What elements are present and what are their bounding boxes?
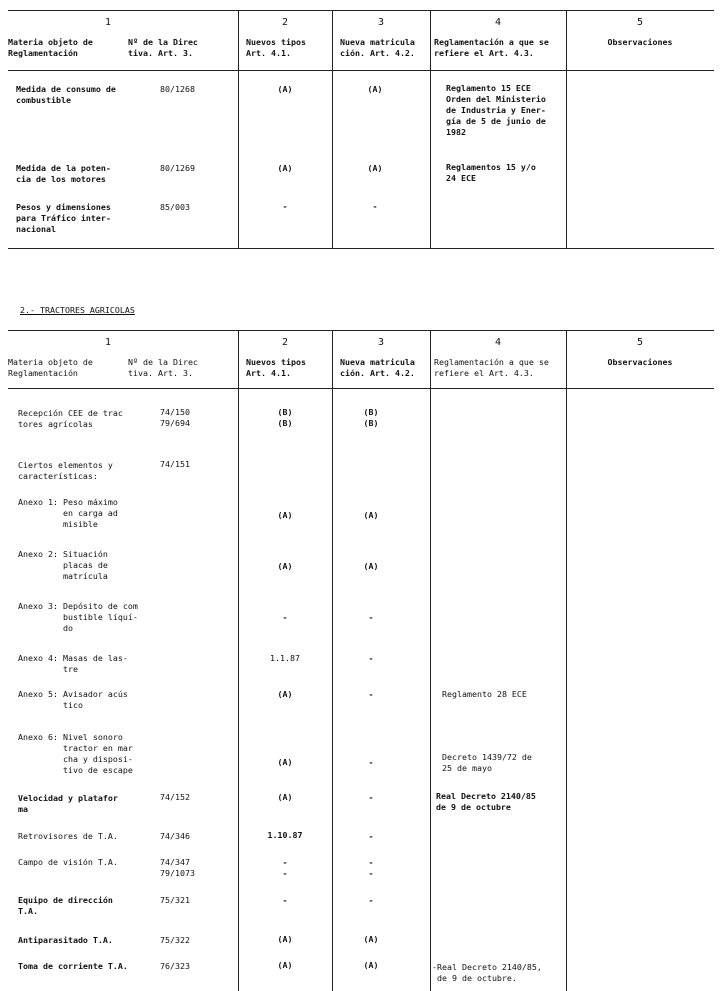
cell-materia: Anexo 1: Peso máximo en carga ad misible bbox=[18, 497, 118, 529]
cell-reglamentacion: Decreto 1439/72 de 25 de mayo bbox=[442, 752, 532, 773]
cell-nuevos: (A) bbox=[277, 510, 293, 520]
cell-materia: Velocidad y platafor ma bbox=[18, 793, 118, 814]
header-nuevos-tipos: Nuevos tipos Art. 4.1. bbox=[246, 37, 306, 58]
table-1-header-rule bbox=[8, 70, 714, 71]
cell-materia: Recepción CEE de trac tores agrícolas bbox=[18, 408, 123, 429]
cell-directiva: 75/321 bbox=[160, 895, 190, 905]
cell-materia: Medida de consumo de combustible bbox=[16, 84, 116, 105]
cell-directiva: 85/003 bbox=[160, 202, 190, 212]
table-1-top-rule bbox=[8, 10, 714, 11]
cell-matricula: - bbox=[368, 895, 374, 905]
cell-reglamentacion: -Real Decreto 2140/85, de 9 de octubre. bbox=[432, 962, 542, 983]
cell-materia: Toma de corriente T.A. bbox=[18, 961, 128, 971]
header-observaciones: Observaciones bbox=[607, 357, 673, 367]
cell-matricula: - bbox=[368, 792, 374, 802]
cell-nuevos: - bbox=[282, 612, 288, 622]
col-number: 3 bbox=[377, 337, 385, 348]
cell-nuevos: (A) bbox=[277, 561, 293, 571]
cell-materia: Anexo 3: Depósito de com bustible líquí- do bbox=[18, 601, 138, 633]
cell-matricula: (A) bbox=[367, 163, 383, 173]
cell-matricula: - bbox=[368, 757, 374, 767]
cell-matricula: (A) bbox=[363, 960, 379, 970]
cell-materia: Anexo 4: Masas de las- tre bbox=[18, 653, 128, 674]
cell-reglamentacion: Real Decreto 2140/85 de 9 de octubre bbox=[436, 791, 536, 812]
cell-matricula: - bbox=[368, 689, 374, 699]
table-2-top-rule bbox=[8, 330, 714, 331]
header-reglamentacion: Reglamentación a que se refiere el Art. 4.3. bbox=[434, 357, 549, 378]
col-number: 5 bbox=[636, 17, 644, 28]
table-2-header-rule bbox=[8, 388, 714, 389]
cell-nuevos: (A) bbox=[277, 84, 293, 94]
cell-matricula: (A) bbox=[363, 510, 379, 520]
table-2-col-divider bbox=[566, 330, 567, 991]
header-materia: Materia objeto de Reglamentación bbox=[8, 357, 93, 378]
col-number: 4 bbox=[494, 337, 502, 348]
header-nueva-matricula: Nueva matricula ción. Art. 4.2. bbox=[340, 357, 415, 378]
cell-materia: Pesos y dimensiones para Tráfico inter- nacional bbox=[16, 202, 111, 234]
cell-matricula: - - bbox=[368, 857, 374, 878]
cell-matricula: - bbox=[368, 612, 374, 622]
cell-nuevos: (A) bbox=[277, 934, 293, 944]
header-reglamentacion: Reglamentación a que se refiere el Art. 4.3. bbox=[434, 37, 549, 58]
cell-reglamentacion: Reglamento 28 ECE bbox=[442, 689, 527, 699]
cell-directiva: 74/152 bbox=[160, 792, 190, 802]
table-1-col-divider bbox=[238, 10, 239, 248]
cell-matricula: (A) bbox=[363, 561, 379, 571]
cell-materia: Anexo 6: Nivel sonoro tractor en mar cha y disposi- tivo de escape bbox=[18, 732, 133, 775]
table-2-col-divider bbox=[430, 330, 431, 991]
header-nuevos-tipos: Nuevos tipos Art. 4.1. bbox=[246, 357, 306, 378]
cell-directiva: 80/1268 bbox=[160, 84, 195, 94]
cell-nuevos: 1.10.87 bbox=[267, 830, 303, 840]
cell-directiva: 74/347 79/1073 bbox=[160, 857, 195, 878]
cell-nuevos: (A) bbox=[277, 757, 293, 767]
cell-materia: Retrovisores de T.A. bbox=[18, 831, 118, 841]
cell-nuevos: (A) bbox=[277, 163, 293, 173]
cell-materia: Medida de la poten- cia de los motores bbox=[16, 163, 111, 184]
col-number: 3 bbox=[377, 17, 385, 28]
cell-materia: Antiparasitado T.A. bbox=[18, 935, 113, 945]
col-number: 1 bbox=[104, 337, 112, 348]
col-number: 5 bbox=[636, 337, 644, 348]
cell-materia: Equipo de dirección T.A. bbox=[18, 895, 113, 916]
col-number: 2 bbox=[281, 337, 289, 348]
cell-directiva: 74/151 bbox=[160, 459, 190, 469]
cell-matricula: (B) (B) bbox=[363, 407, 379, 428]
cell-materia: Campo de visión T.A. bbox=[18, 857, 118, 867]
header-directiva: Nº de la Direc tiva. Art. 3. bbox=[128, 37, 198, 58]
cell-reglamentacion: Reglamento 15 ECE Orden del Ministerio de Industria y Ener- gía de 5 de junio de 1982 bbox=[446, 83, 546, 137]
cell-nuevos: - bbox=[282, 201, 288, 211]
cell-materia: Anexo 2: Situación placas de matrícula bbox=[18, 549, 108, 581]
cell-nuevos: (A) bbox=[277, 960, 293, 970]
cell-reglamentacion: Reglamentos 15 y/o 24 ECE bbox=[446, 162, 536, 183]
table-1-col-divider bbox=[430, 10, 431, 248]
col-number: 2 bbox=[281, 17, 289, 28]
cell-directiva: 75/322 bbox=[160, 935, 190, 945]
cell-directiva: 80/1269 bbox=[160, 163, 195, 173]
cell-materia: Ciertos elementos y características: bbox=[18, 460, 113, 481]
table-1-col-divider bbox=[332, 10, 333, 248]
header-nueva-matricula: Nueva matricula ción. Art. 4.2. bbox=[340, 37, 415, 58]
cell-nuevos: - bbox=[282, 895, 288, 905]
section-title: 2.- TRACTORES AGRICOLAS bbox=[20, 305, 135, 315]
cell-nuevos: - - bbox=[282, 857, 288, 878]
cell-directiva: 74/150 79/694 bbox=[160, 407, 190, 428]
cell-matricula: - bbox=[368, 831, 374, 841]
col-number: 1 bbox=[104, 17, 112, 28]
cell-nuevos: (B) (B) bbox=[277, 407, 293, 428]
header-directiva: Nº de la Direc tiva. Art. 3. bbox=[128, 357, 198, 378]
cell-nuevos: (A) bbox=[277, 689, 293, 699]
header-materia: Materia objeto de Reglamentación bbox=[8, 37, 93, 58]
cell-matricula: - bbox=[372, 201, 378, 211]
cell-nuevos: (A) bbox=[277, 792, 293, 802]
cell-matricula: - bbox=[368, 653, 374, 663]
cell-nuevos: 1.1.87 bbox=[270, 653, 300, 663]
table-1-bottom-rule bbox=[8, 248, 714, 249]
cell-directiva: 76/323 bbox=[160, 961, 190, 971]
col-number: 4 bbox=[494, 17, 502, 28]
cell-matricula: (A) bbox=[367, 84, 383, 94]
cell-directiva: 74/346 bbox=[160, 831, 190, 841]
header-observaciones: Observaciones bbox=[607, 37, 673, 47]
cell-materia: Anexo 5: Avisador acús tico bbox=[18, 689, 128, 710]
cell-matricula: (A) bbox=[363, 934, 379, 944]
